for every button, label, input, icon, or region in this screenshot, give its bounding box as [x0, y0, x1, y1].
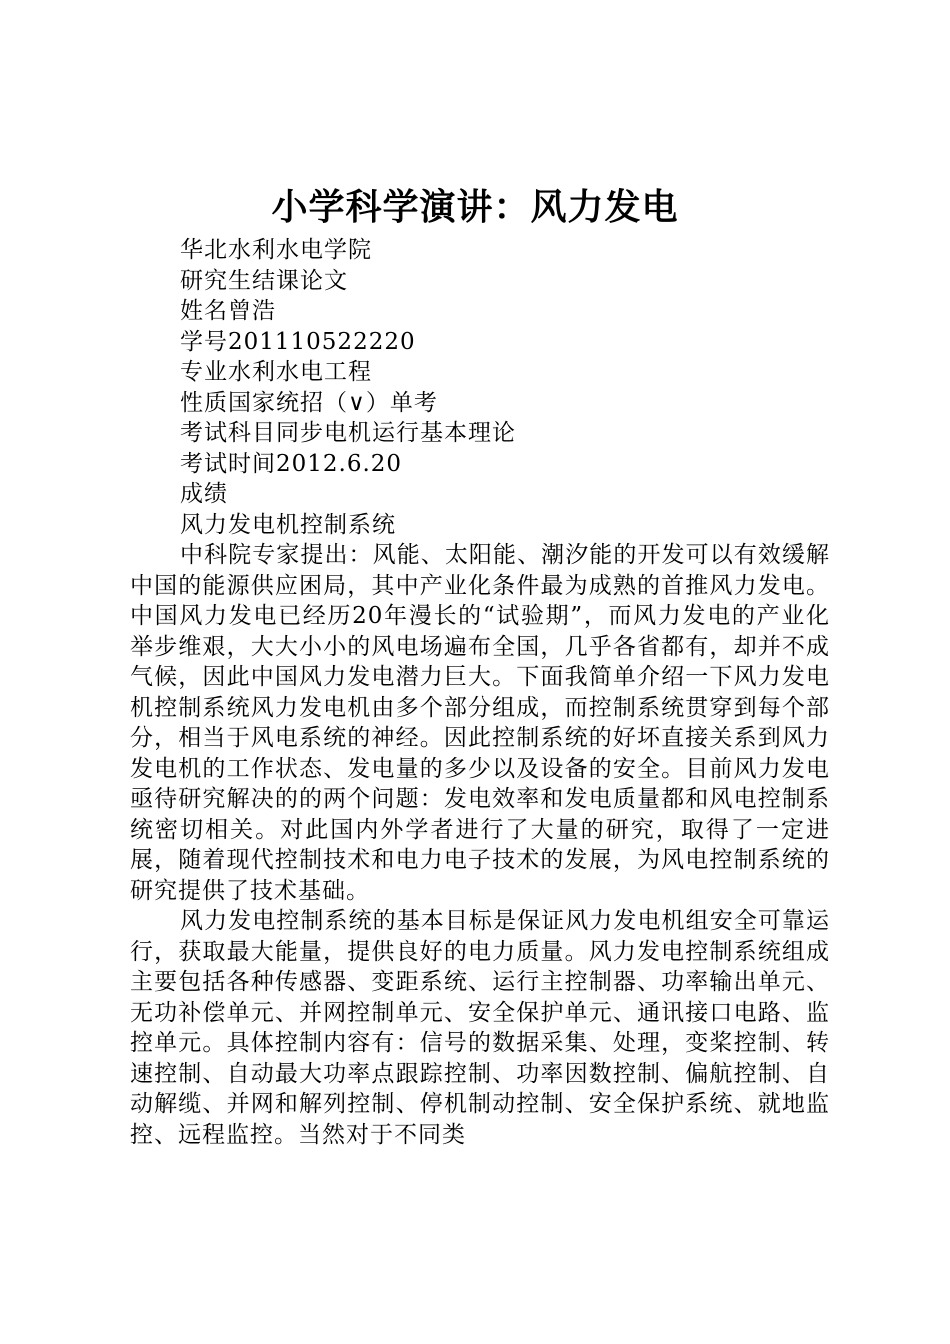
- paper-subtitle: 风力发电机控制系统: [180, 511, 396, 538]
- enrollment-type: 性质国家统招（∨）单考: [180, 389, 438, 416]
- major: 专业水利水电工程: [180, 359, 372, 385]
- exam-subject: 考试科目同步电机运行基本理论: [180, 420, 516, 446]
- paragraph-2: 风力发电控制系统的基本目标是保证风力发电机组安全可靠运行，获取最大能量，提供良好的电力质量。风力发电控制系统组成主要包括各种传感器、变距系统、运行主控制器、功率输出单元、无功补偿单元、并网控制单元、安全保护单元、通讯接口电路、监控单元。具体控制内容有：信号的数据采集、处理，变桨控制、转速控制、自动最大功率点跟踪控制、功率因数控制、偏航控制、自动解缆、并网和解列控制、停机制动控制、安全保护系统、就地监控、远程监控。当然对于不同类: [130, 908, 830, 1148]
- grade-label: 成绩: [180, 481, 228, 507]
- school-name: 华北水利水电学院: [180, 237, 372, 263]
- exam-date: 考试时间2012.6.20: [180, 450, 403, 477]
- document-body: [130, 540, 830, 1150]
- paragraph-1: 中科院专家提出：风能、太阳能、潮汐能的开发可以有效缓解中国的能源供应困局，其中产业化条件最为成熟的首推风力发电。中国风力发电已经历20年漫长的“试验期”，而风力发电的产业化举步维艰，大大小小的风电场遍布全国，几乎各省都有，却并不成气候，因此中国风力发电潜力巨大。下面我简单介绍一下风力发电机控制系统风力发电机由多个部分组成，而控制系统贯穿到每个部分，相当于风电系统的神经。因此控制系统的好坏直接关系到风力发电机的工作状态、发电量的多少以及设备的安全。目前风力发电亟待研究解决的的两个问题：发电效率和发电质量都和风电控制系统密切相关。对此国内外学者进行了大量的研究，取得了一定进展，随着现代控制技术和电力电子技术的发展，为风电控制系统的研究提供了技术基础。: [130, 542, 830, 904]
- student-id: 学号201110522220: [180, 328, 416, 355]
- paper-type: 研究生结课论文: [180, 267, 348, 294]
- document-title: 小学科学演讲：风力发电: [271, 187, 679, 228]
- student-name: 姓名曾浩: [180, 298, 276, 324]
- cover-info-block: [180, 235, 860, 540]
